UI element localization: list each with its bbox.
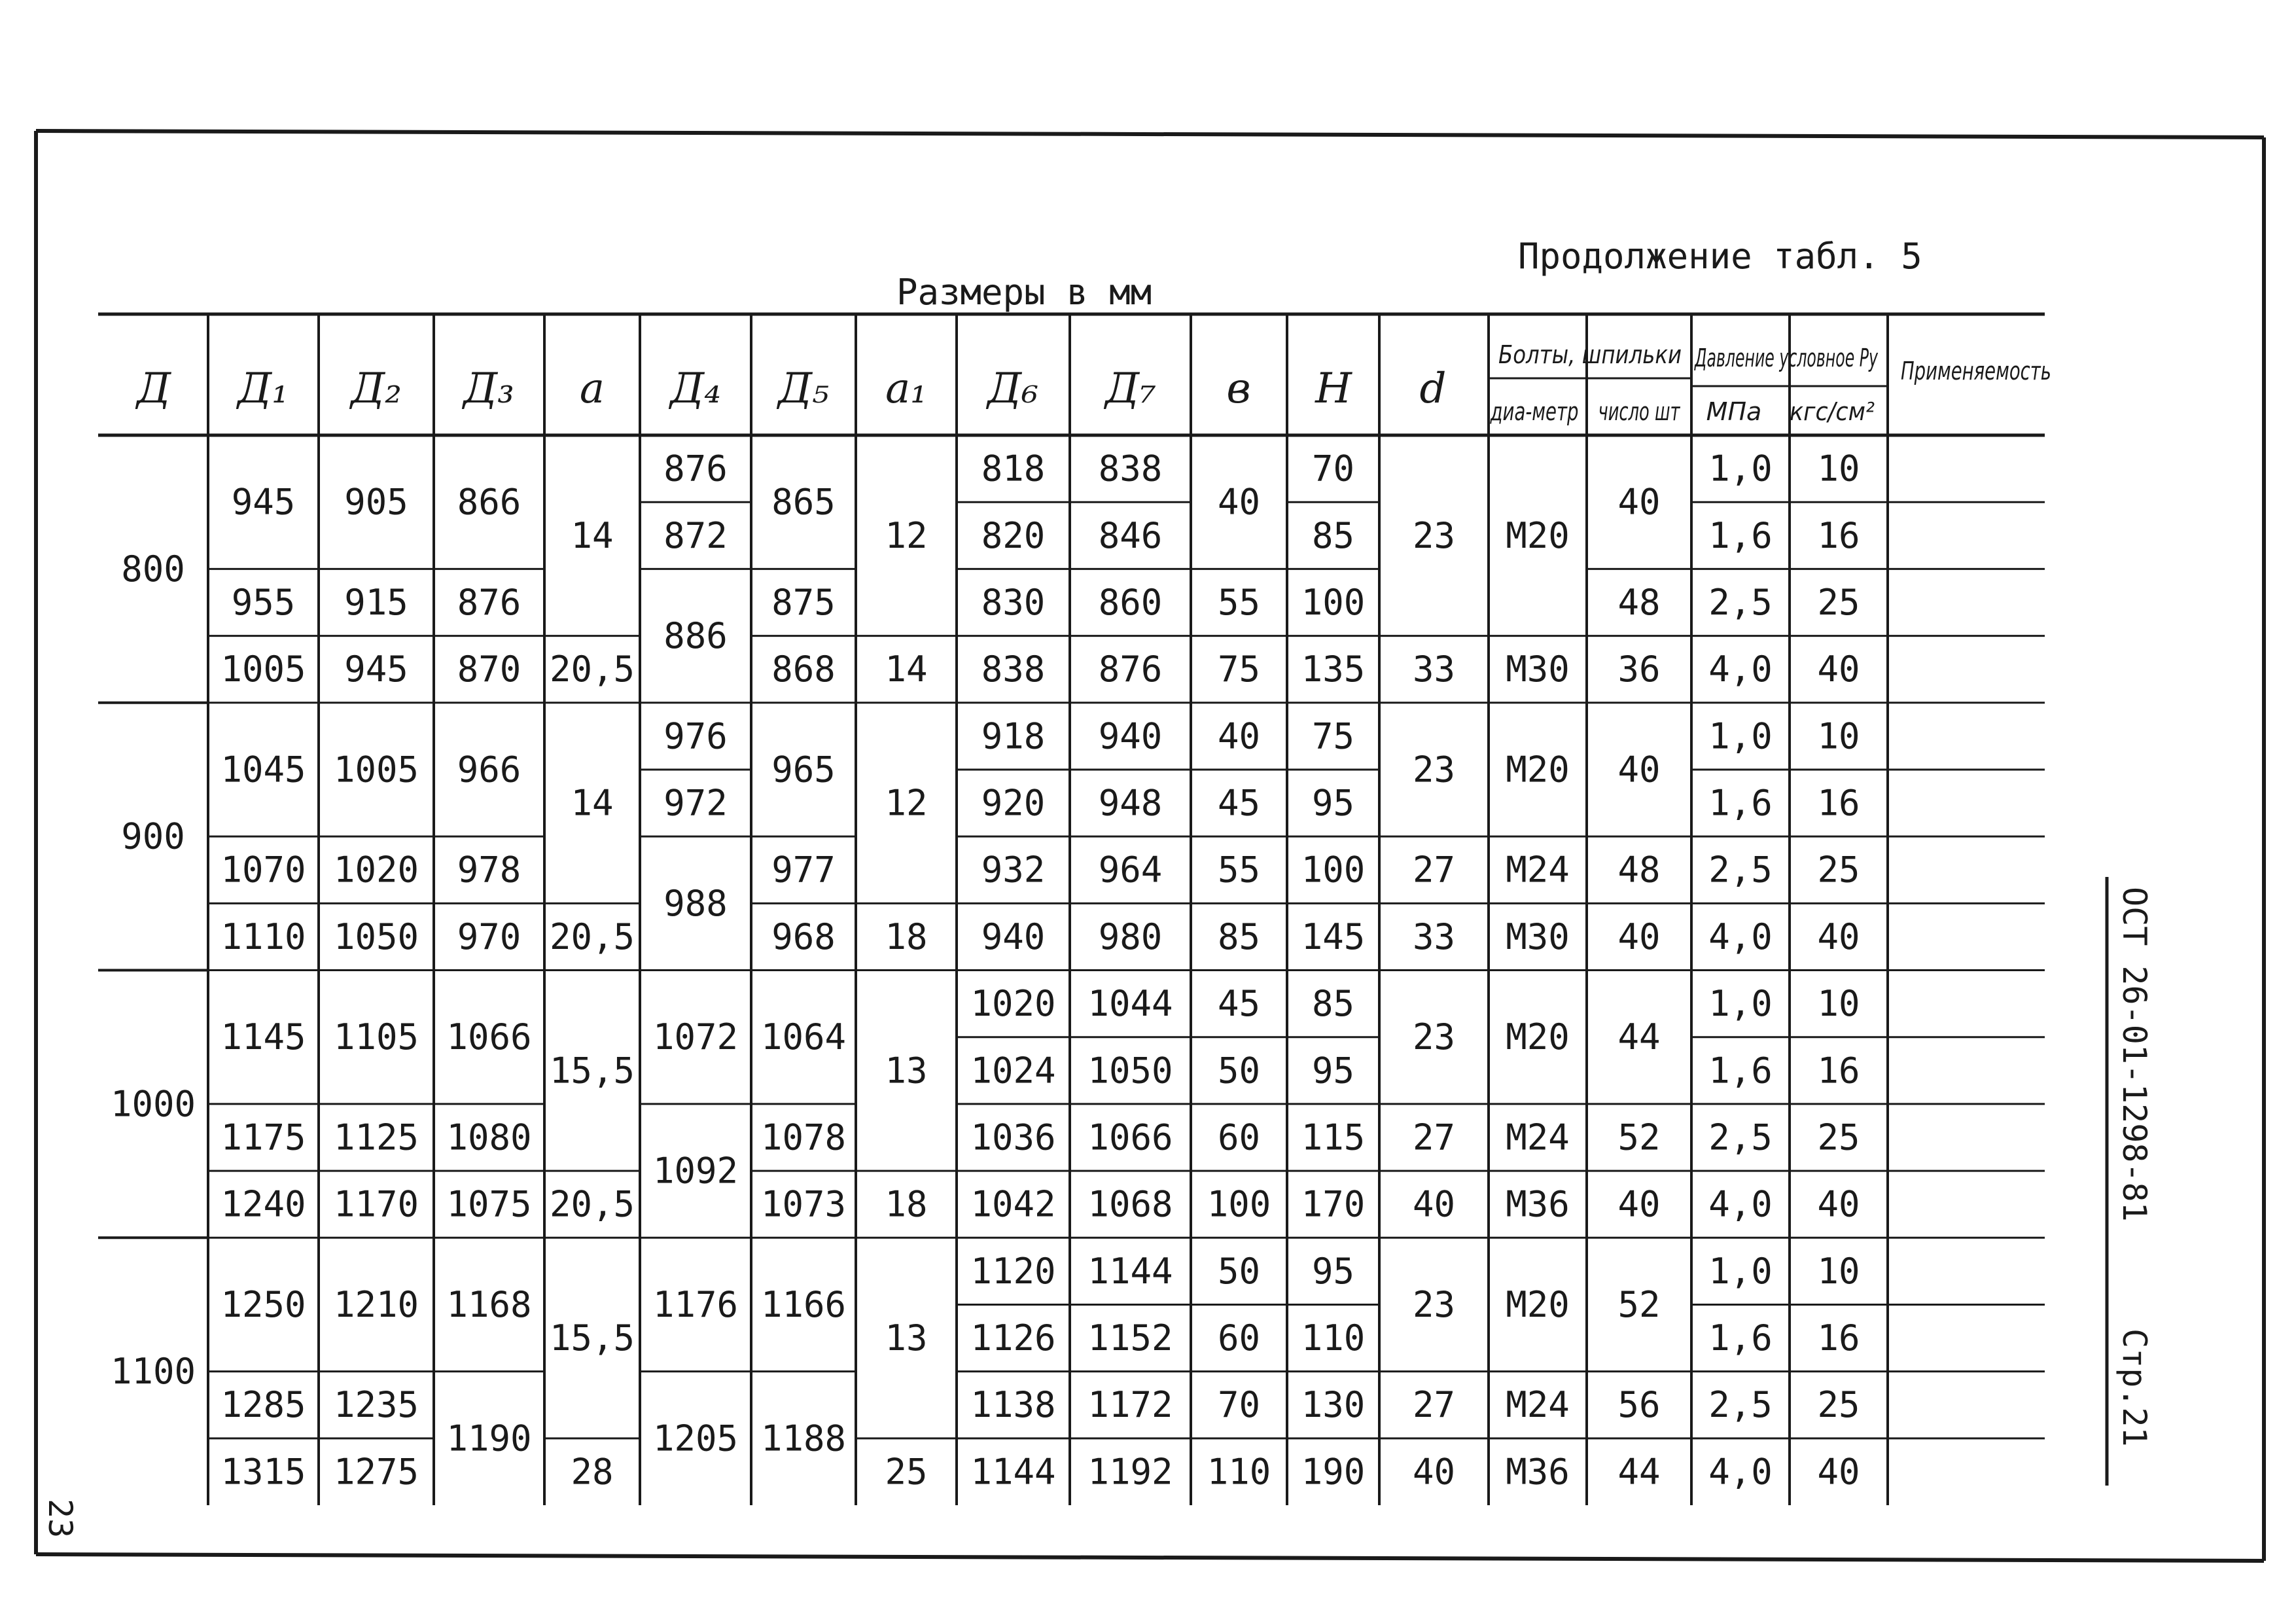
cell-b: 40 [1217,715,1261,757]
cell-D7: 1050 [1087,1050,1173,1092]
header-pressure: Давление условное Ру [1693,344,1879,372]
cell-D6: 1042 [970,1183,1056,1225]
cell-mpa: 1,0 [1708,448,1773,490]
cell-d: 27 [1412,1116,1456,1158]
cell-a: 20,5 [549,1183,635,1225]
cell-D6: 1020 [970,983,1056,1025]
cell-a1: 12 [885,782,928,824]
cell-b: 40 [1217,481,1261,523]
cell-D4: 1205 [652,1418,739,1459]
cell-a1: 13 [885,1317,928,1359]
cell-mpa: 1,0 [1708,1250,1773,1292]
cell-mpa: 1,6 [1708,1317,1773,1359]
cell-a1: 14 [885,649,928,690]
cell-H: 110 [1301,1317,1366,1359]
cell-kgs: 16 [1817,782,1860,824]
cell-D2: 1125 [333,1116,419,1158]
cell-H: 85 [1311,514,1355,556]
header-a1: а₁ [885,365,927,413]
cell-D1: 955 [231,581,296,623]
cell-a1: 18 [885,1183,928,1225]
header-d1: Д₁ [238,365,289,413]
cell-b: 50 [1217,1250,1261,1292]
cell-a: 14 [571,514,614,556]
cell-a: 20,5 [549,916,635,957]
cell-b: 50 [1217,1050,1261,1092]
cell-D6: 932 [981,849,1046,891]
group-label: 800 [121,548,185,590]
cell-d: 40 [1412,1183,1456,1225]
cell-H: 95 [1311,1250,1355,1292]
cell-bolt-diam: М24 [1506,1384,1570,1426]
header-d4: Д₄ [670,365,721,413]
cell-D7: 940 [1098,715,1163,757]
cell-bolt-num: 40 [1617,916,1661,957]
cell-D5: 977 [771,849,836,891]
cell-D5: 1064 [760,1016,847,1058]
header-d3: Д₃ [463,365,514,413]
cell-D2: 1020 [333,849,419,891]
cell-D7: 980 [1098,916,1163,957]
cell-D1: 1145 [221,1016,306,1058]
cell-b: 55 [1217,581,1261,623]
cell-D2: 1105 [333,1016,419,1058]
cell-D4: 972 [663,782,728,824]
cell-H: 70 [1311,448,1355,490]
cell-mpa: 4,0 [1708,649,1773,690]
cell-D1: 945 [231,481,296,523]
cell-H: 190 [1301,1451,1366,1493]
cell-a1: 13 [885,1050,928,1092]
cell-bolt-num: 44 [1617,1016,1661,1058]
cell-D4: 1092 [652,1150,739,1192]
cell-mpa: 2,5 [1708,1116,1773,1158]
cell-D6: 1120 [970,1250,1056,1292]
cell-bolt-diam: М24 [1506,849,1570,891]
cell-b: 75 [1217,649,1261,690]
cell-D2: 915 [344,581,408,623]
page-number-label: Стр.21 [2115,1329,2153,1447]
cell-bolt-diam: М20 [1506,514,1570,556]
cell-b: 45 [1217,983,1261,1025]
cell-mpa: 4,0 [1708,916,1773,957]
cell-a1: 25 [885,1451,928,1493]
cell-kgs: 40 [1817,1183,1860,1225]
cell-H: 85 [1311,983,1355,1025]
cell-bolt-num: 56 [1617,1384,1661,1426]
cell-d: 33 [1412,649,1456,690]
cell-D5: 1166 [760,1283,847,1325]
cell-a: 20,5 [549,649,635,690]
table-header [135,340,2051,426]
cell-D2: 1005 [333,749,419,791]
cell-a1: 12 [885,514,928,556]
cell-D3: 970 [457,916,521,957]
cell-D2: 1235 [333,1384,419,1426]
cell-D3: 1168 [446,1283,532,1325]
cell-mpa: 2,5 [1708,849,1773,891]
cell-D5: 865 [771,481,836,523]
cell-D1: 1045 [221,749,306,791]
cell-kgs: 10 [1817,715,1860,757]
cell-mpa: 1,0 [1708,983,1773,1025]
cell-D6: 1126 [970,1317,1056,1359]
cell-D6: 1036 [970,1116,1056,1158]
cell-kgs: 25 [1817,581,1860,623]
cell-b: 60 [1217,1317,1261,1359]
cell-mpa: 1,6 [1708,514,1773,556]
cell-D2: 1210 [333,1283,419,1325]
cell-d: 27 [1412,849,1456,891]
cell-b: 70 [1217,1384,1261,1426]
cell-d: 23 [1412,749,1456,791]
group-label: 900 [121,815,185,857]
cell-D2: 1170 [333,1183,419,1225]
cell-kgs: 10 [1817,1250,1860,1292]
cell-D4: 886 [663,615,728,657]
header-h: Н [1315,365,1352,413]
header-applicability: Применяемость [1901,357,2051,385]
cell-D3: 870 [457,649,521,690]
cell-bolt-num: 40 [1617,749,1661,791]
header-d7: Д₇ [1105,365,1156,413]
cell-b: 45 [1217,782,1261,824]
cell-kgs: 16 [1817,514,1860,556]
cell-mpa: 2,5 [1708,1384,1773,1426]
cell-H: 170 [1301,1183,1366,1225]
cell-b: 60 [1217,1116,1261,1158]
cell-b: 110 [1207,1451,1271,1493]
cell-D7: 1066 [1087,1116,1173,1158]
cell-b: 85 [1217,916,1261,957]
cell-d: 23 [1412,1016,1456,1058]
cell-H: 75 [1311,715,1355,757]
cell-D4: 976 [663,715,728,757]
cell-D7: 860 [1098,581,1163,623]
cell-kgs: 10 [1817,448,1860,490]
cell-D7: 1172 [1087,1384,1173,1426]
header-d: Д [136,365,171,413]
cell-H: 100 [1301,849,1366,891]
cell-d: 40 [1412,1451,1456,1493]
cell-H: 95 [1311,1050,1355,1092]
cell-D6: 918 [981,715,1046,757]
header-d5: Д₅ [778,365,829,413]
header-d-small: d [1419,365,1447,413]
cell-kgs: 40 [1817,1451,1860,1493]
cell-mpa: 4,0 [1708,1451,1773,1493]
cell-D6: 838 [981,649,1046,690]
cell-D5: 875 [771,581,836,623]
cell-mpa: 1,0 [1708,715,1773,757]
cell-mpa: 2,5 [1708,581,1773,623]
cell-bolt-num: 40 [1617,1183,1661,1225]
cell-bolt-num: 40 [1617,481,1661,523]
header-b: в [1226,365,1251,413]
cell-bolt-num: 52 [1617,1116,1661,1158]
cell-D7: 846 [1098,514,1163,556]
cell-d: 33 [1412,916,1456,957]
cell-kgs: 25 [1817,1116,1860,1158]
cell-D3: 866 [457,481,521,523]
header-kgs: кгс/см² [1790,397,1875,426]
cell-mpa: 4,0 [1708,1183,1773,1225]
cell-D6: 1024 [970,1050,1056,1092]
cell-D3: 1190 [446,1418,532,1459]
cell-bolt-diam: М24 [1506,1116,1570,1158]
cell-D1: 1005 [221,649,306,690]
cell-D5: 1073 [760,1183,847,1225]
cell-bolt-diam: М36 [1506,1451,1570,1493]
cell-bolt-num: 48 [1617,849,1661,891]
cell-D7: 1068 [1087,1183,1173,1225]
cell-D5: 965 [771,749,836,791]
cell-bolt-diam: М20 [1506,1016,1570,1058]
cell-D1: 1240 [221,1183,306,1225]
cell-D1: 1070 [221,849,306,891]
cell-D4: 872 [663,514,728,556]
cell-a: 28 [571,1451,614,1493]
header-mpa: МПа [1706,397,1762,426]
cell-D3: 1080 [446,1116,532,1158]
cell-kgs: 40 [1817,649,1860,690]
cell-bolt-diam: М20 [1506,1283,1570,1325]
cell-kgs: 16 [1817,1317,1860,1359]
cell-kgs: 10 [1817,983,1860,1025]
cell-H: 95 [1311,782,1355,824]
cell-H: 130 [1301,1384,1366,1426]
cell-D6: 830 [981,581,1046,623]
cell-D6: 940 [981,916,1046,957]
cell-D2: 945 [344,649,408,690]
cell-D7: 1144 [1087,1250,1173,1292]
cell-D3: 1075 [446,1183,532,1225]
cell-a: 15,5 [549,1050,635,1092]
cell-D6: 1144 [970,1451,1056,1493]
units-caption: Размеры в мм [896,272,1152,313]
cell-b: 100 [1207,1183,1271,1225]
document-code: ОСТ 26-01-1298-81 [2115,887,2153,1222]
cell-D6: 820 [981,514,1046,556]
cell-D1: 1250 [221,1283,306,1325]
cell-D2: 1275 [333,1451,419,1493]
cell-bolt-diam: М30 [1506,649,1570,690]
side-stamp [2107,877,2153,1486]
cell-D1: 1110 [221,916,306,957]
cell-kgs: 25 [1817,849,1860,891]
corner-number: 23 [41,1499,79,1539]
cell-D6: 818 [981,448,1046,490]
cell-H: 135 [1301,649,1366,690]
cell-a: 14 [571,782,614,824]
cell-bolt-num: 52 [1617,1283,1661,1325]
cell-d: 23 [1412,1283,1456,1325]
cell-D1: 1175 [221,1116,306,1158]
cell-d: 23 [1412,514,1456,556]
cell-D4: 876 [663,448,728,490]
cell-bolt-diam: М20 [1506,749,1570,791]
cell-D5: 968 [771,916,836,957]
cell-bolt-diam: М30 [1506,916,1570,957]
cell-D7: 838 [1098,448,1163,490]
cell-H: 145 [1301,916,1366,957]
cell-H: 100 [1301,581,1366,623]
cell-mpa: 1,6 [1708,782,1773,824]
cell-D3: 1066 [446,1016,532,1058]
cell-D3: 966 [457,749,521,791]
cell-D7: 1044 [1087,983,1173,1025]
cell-D4: 1072 [652,1016,739,1058]
cell-D7: 1192 [1087,1451,1173,1493]
header-d6: Д₆ [987,365,1038,413]
continuation-caption: Продолжение табл. 5 [1518,236,1922,277]
header-bolts-diam: диа-метр [1489,397,1579,426]
cell-kgs: 16 [1817,1050,1860,1092]
group-label: 1100 [110,1351,196,1393]
group-label: 1000 [110,1083,196,1125]
cell-D6: 1138 [970,1384,1056,1426]
cell-a1: 18 [885,916,928,957]
cell-d: 27 [1412,1384,1456,1426]
cell-D2: 905 [344,481,408,523]
header-d2: Д₂ [351,365,402,413]
cell-D7: 876 [1098,649,1163,690]
cell-D7: 964 [1098,849,1163,891]
cell-D3: 978 [457,849,521,891]
cell-D4: 988 [663,882,728,924]
header-bolts: Болты, шпильки [1498,340,1682,369]
cell-kgs: 40 [1817,916,1860,957]
cell-D1: 1285 [221,1384,306,1426]
cell-kgs: 25 [1817,1384,1860,1426]
cell-D4: 1176 [652,1283,739,1325]
cell-D7: 1152 [1087,1317,1173,1359]
cell-D5: 1188 [760,1418,847,1459]
cell-D7: 948 [1098,782,1163,824]
cell-D3: 876 [457,581,521,623]
cell-a: 15,5 [549,1317,635,1359]
cell-D6: 920 [981,782,1046,824]
cell-D2: 1050 [333,916,419,957]
cell-D5: 1078 [760,1116,847,1158]
header-bolts-num: число шт [1598,397,1681,426]
cell-H: 115 [1301,1116,1366,1158]
cell-bolt-num: 36 [1617,649,1661,690]
cell-D5: 868 [771,649,836,690]
cell-b: 55 [1217,849,1261,891]
cell-bolt-diam: М36 [1506,1183,1570,1225]
cell-bolt-num: 44 [1617,1451,1661,1493]
cell-D1: 1315 [221,1451,306,1493]
header-a: а [579,365,605,413]
cell-mpa: 1,6 [1708,1050,1773,1092]
cell-bolt-num: 48 [1617,581,1661,623]
